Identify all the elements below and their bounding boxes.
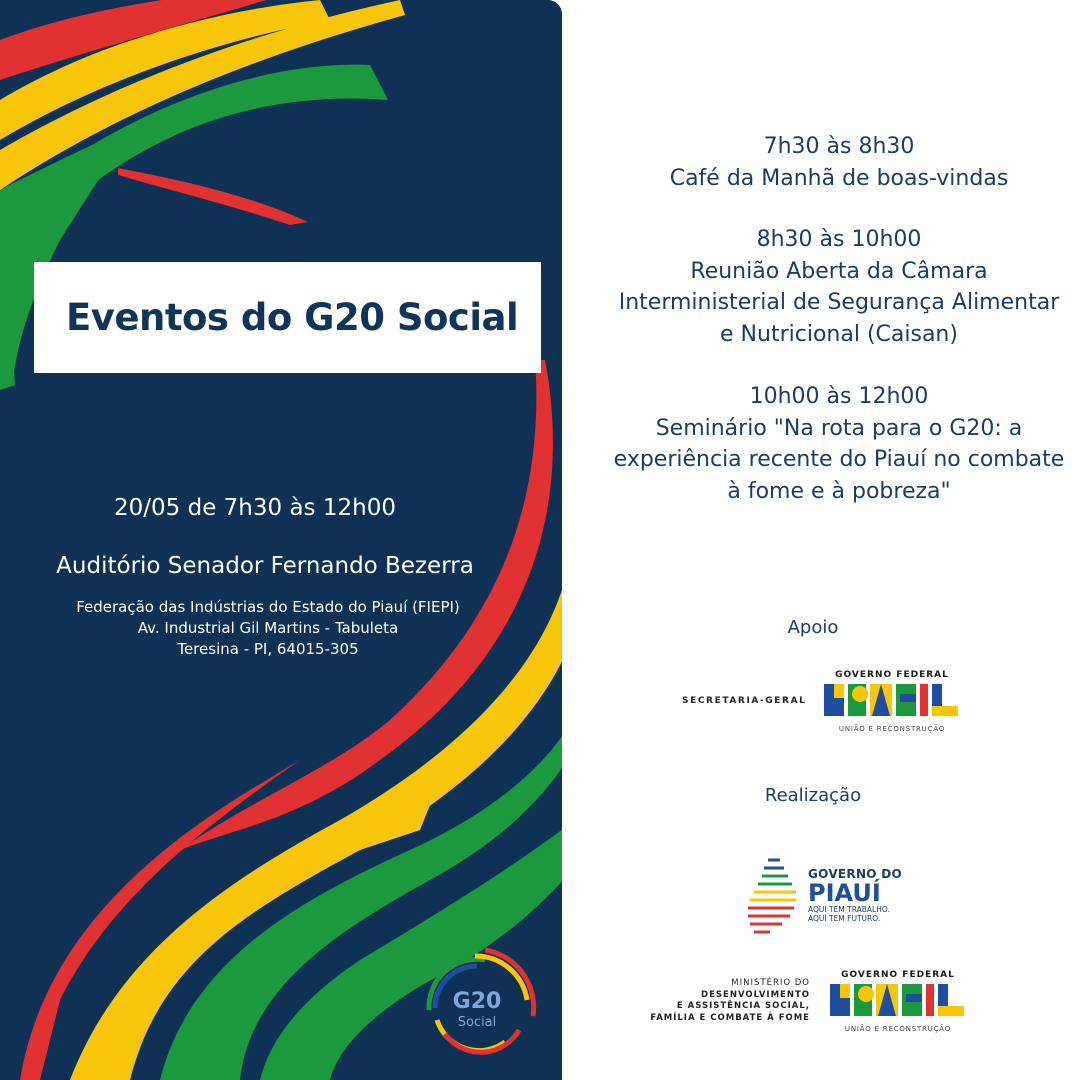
gov-federal-bottom: UNIÃO E RECONSTRUÇÃO [844, 1025, 952, 1033]
piaui-line1: GOVERNO DO [808, 867, 903, 881]
schedule-item [600, 131, 1078, 194]
g20-logo-sub: Social [457, 1015, 497, 1030]
realization-label: Realização [764, 785, 862, 806]
gov-federal-top: GOVERNO FEDERAL [841, 970, 955, 980]
piaui-line3: AQUI TEM TRABALHO. [808, 905, 890, 914]
page-title: Eventos do G20 Social [66, 296, 519, 339]
gov-federal-bottom: UNIÃO E RECONSTRUÇÃO [838, 725, 946, 733]
piaui-line4: AQUI TEM FUTURO. [808, 914, 881, 923]
schedule-line: experiência recente do Piauí no combate [613, 447, 1065, 472]
brasil-wordmark [828, 980, 968, 1020]
support-label: Apoio [787, 617, 839, 638]
piaui-map-icon [746, 850, 804, 936]
schedule-time: 10h00 às 12h00 [749, 384, 929, 409]
ministry-text [640, 978, 810, 1024]
ministry-line: DESENVOLVIMENTO [701, 989, 810, 1000]
schedule-line: e Nutricional (Caisan) [720, 321, 958, 347]
ministry-line: E ASSISTÊNCIA SOCIAL, [676, 1001, 810, 1011]
schedule-time: 8h30 às 10h00 [756, 227, 922, 252]
piaui-line2: PIAUÍ [808, 879, 881, 907]
schedule-item [600, 381, 1078, 507]
ministry-line: FAMÍLIA E COMBATE À FOME [650, 1012, 810, 1023]
gov-piaui-logo [808, 867, 902, 923]
schedule-line: Reunião Aberta da Câmara [690, 258, 988, 284]
schedule-line: à fome e à pobreza" [727, 478, 951, 504]
schedule-item [600, 224, 1078, 350]
brasil-wordmark [822, 680, 962, 720]
g20-logo-main: G20 [452, 989, 502, 1014]
venue-address-line: Federação das Indústrias do Estado do Piauí (FIEPI) [76, 598, 460, 616]
schedule-line: Café da Manhã de boas-vindas [669, 165, 1009, 191]
event-date: 20/05 de 7h30 às 12h00 [114, 495, 396, 521]
schedule-line: Interministerial de Segurança Alimentar [618, 290, 1060, 315]
venue-address-line: Av. Industrial Gil Martins - Tabuleta [137, 619, 399, 637]
gov-federal-logo-support [822, 670, 962, 733]
gov-federal-top: GOVERNO FEDERAL [835, 670, 949, 680]
title-box [34, 262, 541, 373]
venue-address-line: Teresina - PI, 64015-305 [177, 640, 359, 658]
venue-name: Auditório Senador Fernando Bezerra [56, 553, 474, 579]
schedule-time: 7h30 às 8h30 [763, 134, 915, 159]
schedule-line: Seminário "Na rota para o G20: a [655, 415, 1023, 441]
g20-social-logo [415, 938, 539, 1062]
secretaria-geral-text: SECRETARIA-GERAL [682, 696, 807, 706]
ribbon-red-mid [118, 168, 308, 225]
ministry-line: MINISTÉRIO DO [731, 978, 810, 988]
gov-federal-logo-realization [828, 970, 968, 1033]
